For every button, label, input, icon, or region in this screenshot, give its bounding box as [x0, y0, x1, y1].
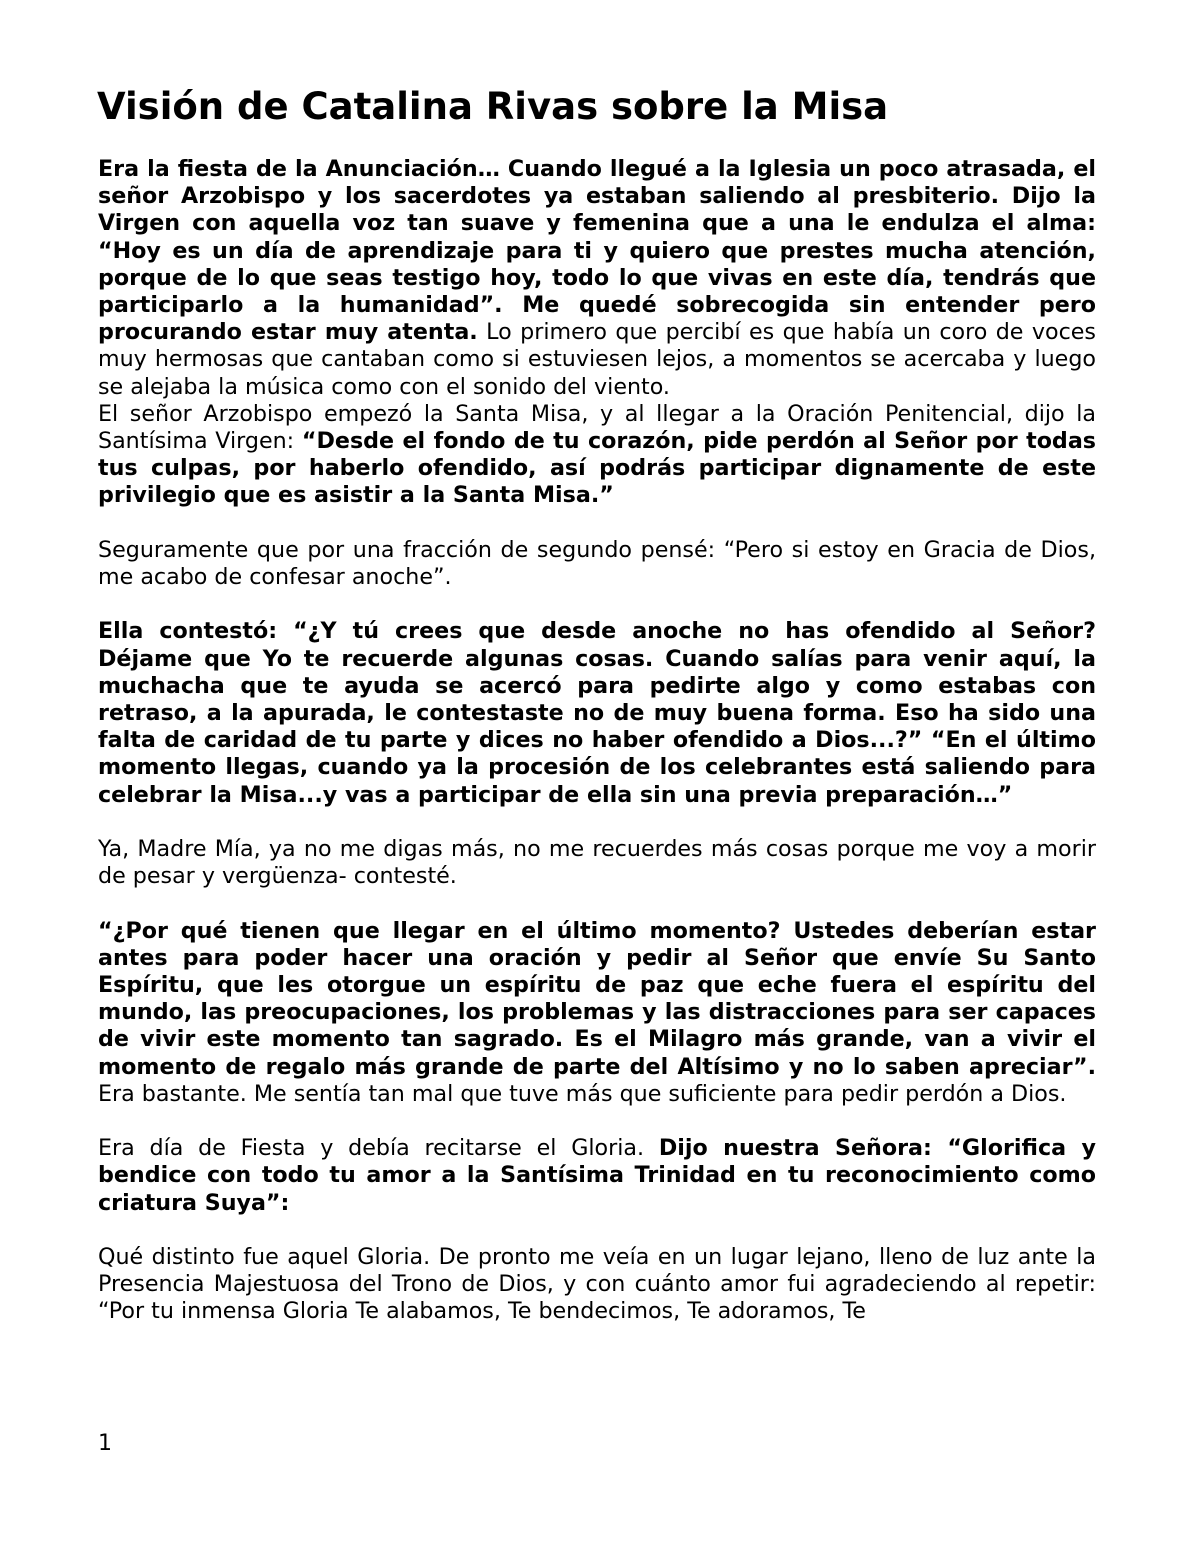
paragraph-6 — [98, 918, 1096, 1108]
document-body — [98, 156, 1096, 1326]
paragraph-6-bold-text: “¿Por qué tienen que llegar en el último momento? Ustedes deberían estar antes para poder hacer una oración y pedir al Señor que envíe Su Santo Espíritu, que les otorgue un espíritu de paz que eche fuera el espíritu del mundo, las preocupaciones, los problemas y las distracciones para ser capaces de vivir este momento tan sagrado. Es el Milagro más grande, van a vivir el momento de regalo más grande de parte del Altísimo y no lo saben apreciar”. — [98, 917, 1096, 1080]
paragraph-8-text: Qué distinto fue aquel Gloria. De pronto me veía en un lugar lejano, lleno de luz ante la Presencia Majestuosa del Trono de Dios, y con cuánto amor fui agradeciendo al repetir: “Por tu inmensa Gloria Te alabamos, Te bendecimos, Te adoramos, Te — [98, 1244, 1096, 1325]
paragraph-2 — [98, 401, 1096, 510]
paragraph-3 — [98, 537, 1096, 591]
document-title: Visión de Catalina Rivas sobre la Misa — [97, 85, 889, 128]
paragraph-7 — [98, 1135, 1096, 1217]
paragraph-1 — [98, 156, 1096, 401]
page-number: 1 — [98, 1431, 112, 1456]
paragraph-6-text: Era bastante. Me sentía tan mal que tuve más que suficiente para pedir perdón a Dios. — [98, 1080, 1067, 1107]
paragraph-4-bold-text: Ella contestó: “¿Y tú crees que desde anoche no has ofendido al Señor? Déjame que Yo te recuerde algunas cosas. Cuando salías para venir aquí, la muchacha que te ayuda se acercó para pedirte algo y como estabas con retraso, a la apurada, le contestaste no de muy buena forma. Eso ha sido una falta de caridad de tu parte y dices no haber ofendido a Dios...?” “En el último momento llegas, cuando ya la procesión de los celebrantes está saliendo para celebrar la Misa...y vas a participar de ella sin una previa preparación…” — [98, 618, 1096, 808]
paragraph-7-text: Era día de Fiesta y debía recitarse el Gloria. — [98, 1135, 659, 1162]
paragraph-5 — [98, 836, 1096, 890]
paragraph-7-bold-text: Dijo nuestra Señora: “Glorifica y bendice con todo tu amor a la Santísima Trinidad en tu reconocimiento como criatura Suya”: — [98, 1135, 1096, 1216]
paragraph-1-bold-text: Era la fiesta de la Anunciación… Cuando llegué a la Iglesia un poco atrasada, el señor Arzobispo y los sacerdotes ya estaban saliendo al presbiterio. Dijo la Virgen con aquella voz tan suave y femenina que a una le endulza el alma: “Hoy es un día de aprendizaje para ti y quiero que prestes mucha atención, porque de lo que seas testigo hoy, todo lo que vivas en este día, tendrás que participarlo a la humanidad”. Me quedé sobrecogida sin entender pero procurando estar muy atenta. — [98, 156, 1096, 346]
paragraph-4 — [98, 618, 1096, 808]
paragraph-8 — [98, 1244, 1096, 1326]
paragraph-3-text: Seguramente que por una fracción de segundo pensé: “Pero si estoy en Gracia de Dios, me acabo de confesar anoche”. — [98, 536, 1096, 591]
paragraph-2-bold-text: “Desde el fondo de tu corazón, pide perdón al Señor por todas tus culpas, por haberlo ofendido, así podrás participar dignamente de este privilegio que es asistir a la Santa Misa.” — [98, 428, 1096, 509]
paragraph-1-text: Lo primero que percibí es que había un coro de voces muy hermosas que cantaban como si estuviesen lejos, a momentos se acercaba y luego se alejaba la música como con el sonido del viento. — [98, 319, 1096, 400]
paragraph-2-text: El señor Arzobispo empezó la Santa Misa, y al llegar a la Oración Penitencial, dijo la Santísima Virgen: — [98, 400, 1096, 455]
paragraph-5-text: Ya, Madre Mía, ya no me digas más, no me recuerdes más cosas porque me voy a morir de pesar y vergüenza- contesté. — [98, 836, 1096, 890]
